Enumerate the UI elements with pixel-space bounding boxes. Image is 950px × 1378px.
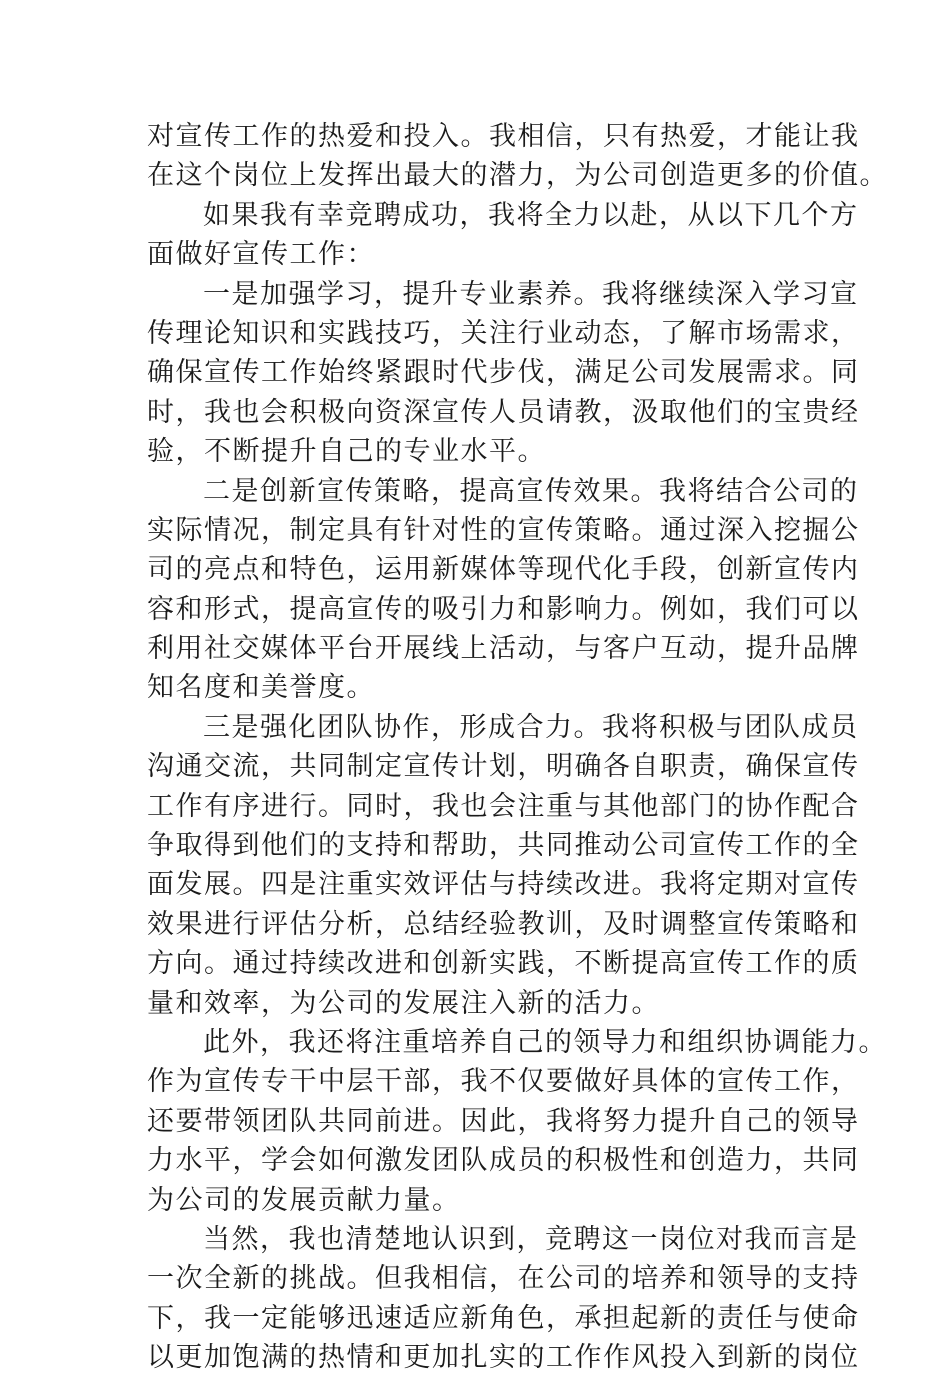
- text-line: 以更加饱满的热情和更加扎实的工作作风投入到新的岗位: [147, 1342, 860, 1374]
- text-line: 下，我一定能够迅速适应新角色，承担起新的责任与使命: [147, 1302, 860, 1334]
- text-line: 沟通交流，共同制定宣传计划，明确各自职责，确保宣传: [147, 751, 860, 783]
- text-line: 工作有序进行。同时，我也会注重与其他部门的协作配合: [147, 790, 860, 822]
- text-line: 作为宣传专干中层干部，我不仅要做好具体的宣传工作，: [147, 1066, 860, 1098]
- text-line: 验，不断提升自己的专业水平。: [147, 436, 546, 468]
- text-line: 争取得到他们的支持和帮助，共同推动公司宣传工作的全: [147, 830, 860, 862]
- paragraph-first-line: 二是创新宣传策略，提高宣传效果。我将结合公司的: [203, 475, 859, 507]
- text-line: 力水平，学会如何激发团队成员的积极性和创造力，共同: [147, 1145, 860, 1177]
- paragraph-first-line: 当然，我也清楚地认识到，竞聘这一岗位对我而言是: [203, 1223, 859, 1255]
- text-line: 传理论知识和实践技巧，关注行业动态，了解市场需求，: [147, 317, 860, 349]
- paragraph-first-line: 此外，我还将注重培养自己的领导力和组织协调能力。: [203, 1026, 887, 1058]
- text-line: 为公司的发展贡献力量。: [147, 1184, 461, 1216]
- text-line: 一次全新的挑战。但我相信，在公司的培养和领导的支持: [147, 1263, 860, 1295]
- document-body: [147, 117, 888, 1378]
- text-line: 量和效率，为公司的发展注入新的活力。: [147, 987, 660, 1019]
- paragraph-first-line: 三是强化团队协作，形成合力。我将积极与团队成员: [203, 711, 859, 743]
- text-line: 容和形式，提高宣传的吸引力和影响力。例如，我们可以: [147, 593, 860, 625]
- text-line: 知名度和美誉度。: [147, 672, 375, 704]
- paragraph-first-line: 如果我有幸竞聘成功，我将全力以赴，从以下几个方: [203, 199, 859, 231]
- text-line: 司的亮点和特色，运用新媒体等现代化手段，创新宣传内: [147, 554, 860, 586]
- text-line: 方向。通过持续改进和创新实践，不断提高宣传工作的质: [147, 948, 860, 980]
- text-line: 实际情况，制定具有针对性的宣传策略。通过深入挖掘公: [147, 514, 860, 546]
- paragraph-first-line: 一是加强学习，提升专业素养。我将继续深入学习宣: [203, 278, 859, 310]
- text-line: 时，我也会积极向资深宣传人员请教，汲取他们的宝贵经: [147, 396, 860, 428]
- text-line: 利用社交媒体平台开展线上活动，与客户互动，提升品牌: [147, 633, 860, 665]
- text-line: 确保宣传工作始终紧跟时代步伐，满足公司发展需求。同: [147, 357, 860, 389]
- text-line: 对宣传工作的热爱和投入。我相信，只有热爱，才能让我: [147, 121, 860, 152]
- text-line: 还要带领团队共同前进。因此，我将努力提升自己的领导: [147, 1105, 860, 1137]
- text-line: 面做好宣传工作：: [147, 239, 375, 271]
- text-line: 效果进行评估分析，总结经验教训，及时调整宣传策略和: [147, 908, 860, 940]
- text-line: 面发展。四是注重实效评估与持续改进。我将定期对宣传: [147, 869, 860, 901]
- text-line: 在这个岗位上发挥出最大的潜力，为公司创造更多的价值。: [147, 160, 888, 192]
